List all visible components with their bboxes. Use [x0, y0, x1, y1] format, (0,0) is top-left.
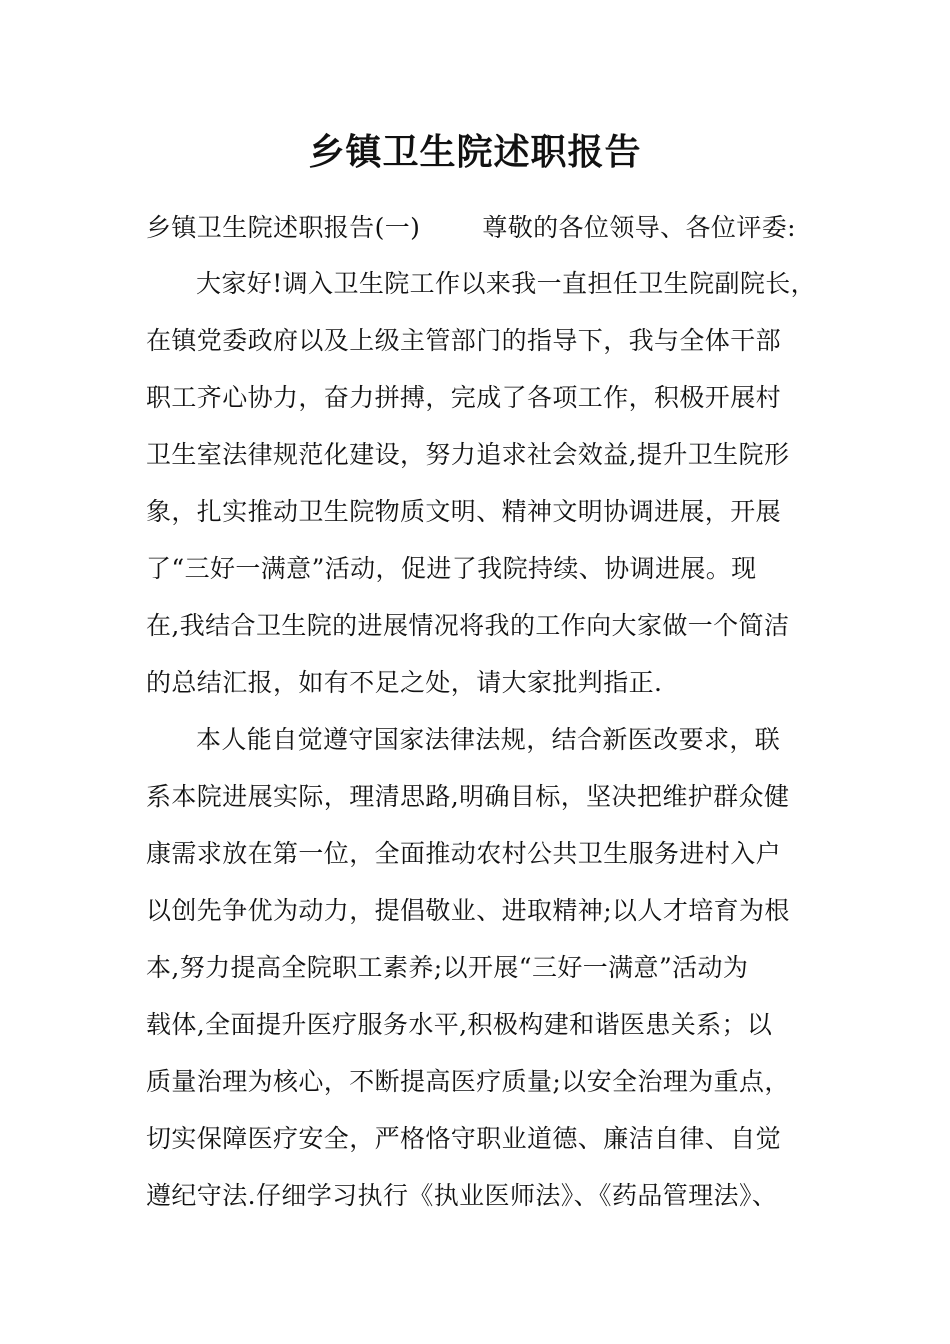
paragraph-line: 在,我结合卫生院的进展情况将我的工作向大家做一个简洁 — [146, 611, 790, 640]
paragraph-line: 大家好!调入卫生院工作以来我一直担任卫生院副院长， — [196, 269, 817, 298]
document-subtitle: 乡镇卫生院述职报告(一) — [146, 213, 421, 242]
paragraph-line: 系本院进展实际，理清思路,明确目标，坚决把维护群众健 — [146, 782, 790, 811]
paragraph-line: 遵纪守法.仔细学习执行《执业医师法》、《药品管理法》、 — [146, 1181, 778, 1210]
paragraph-line: 卫生室法律规范化建设，努力追求社会效益,提升卫生院形 — [146, 440, 790, 469]
salutation: 尊敬的各位领导、各位评委: — [482, 213, 796, 242]
paragraph-line: 切实保障医疗安全，严格恪守职业道德、廉洁自律、自觉 — [146, 1124, 782, 1153]
paragraph-line: 的总结汇报，如有不足之处，请大家批判指正. — [146, 668, 663, 697]
paragraph-line: 本,努力提高全院职工素养;以开展“三好一满意”活动为 — [146, 953, 749, 982]
paragraph-line: 以创先争优为动力，提倡敬业、进取精神;以人才培育为根 — [146, 896, 790, 925]
paragraph-line: 本人能自觉遵守国家法律法规，结合新医改要求，联 — [196, 725, 781, 754]
document-title: 乡镇卫生院述职报告 — [308, 131, 642, 173]
paragraph-line: 职工齐心协力，奋力拼搏，完成了各项工作，积极开展村 — [146, 383, 782, 412]
paragraph-line: 在镇党委政府以及上级主管部门的指导下，我与全体干部 — [146, 326, 782, 355]
paragraph-line: 载体,全面提升医疗服务水平,积极构建和谐医患关系；以 — [146, 1010, 773, 1039]
subtitle-line — [146, 210, 826, 246]
paragraph-line: 康需求放在第一位，全面推动农村公共卫生服务进村入户 — [146, 839, 782, 868]
paragraph-line: 质量治理为核心，不断提高医疗质量;以安全治理为重点， — [146, 1067, 790, 1096]
paragraph-line: 象，扎实推动卫生院物质文明、精神文明协调进展，开展 — [146, 497, 782, 526]
paragraph-line: 了“三好一满意”活动，促进了我院持续、协调进展。现 — [146, 554, 757, 583]
